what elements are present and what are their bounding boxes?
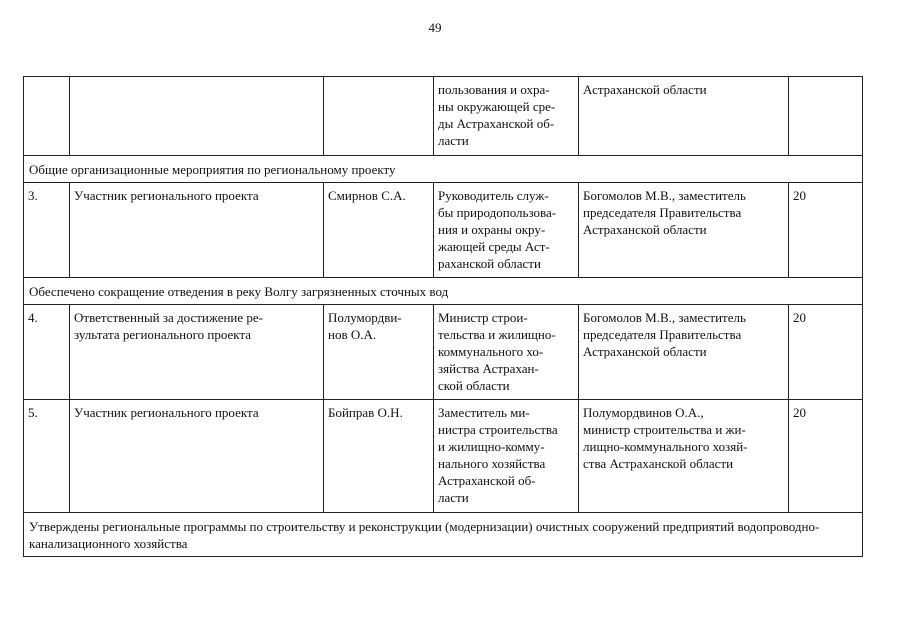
table-row <box>24 400 863 513</box>
cell-number: 3. <box>24 183 70 278</box>
cell-role: Ответственный за достижение ре- зультата регионального проекта <box>70 305 324 400</box>
cell-supervisor: Богомолов М.В., заместитель председателя Правительства Астраханской области <box>579 183 789 278</box>
cell-position: Руководитель служ- бы природопользова- ния и охраны окру- жающей среды Аст- раханской области <box>434 183 579 278</box>
section-title: Утверждены региональные программы по строительству и реконструкции (модернизации) очистных сооружений предприятий водопроводно-канализационного хозяйства <box>24 513 863 557</box>
cell-supervisor: Астраханской области <box>579 77 789 156</box>
cell-number: 4. <box>24 305 70 400</box>
section-row <box>24 513 863 557</box>
cell-supervisor: Богомолов М.В., заместитель председателя Правительства Астраханской области <box>579 305 789 400</box>
cell-supervisor: Полумордвинов О.А., министр строительства и жи- лищно-коммунального хозяй- ства Астраханской области <box>579 400 789 513</box>
section-title: Обеспечено сокращение отведения в реку Волгу загрязненных сточных вод <box>24 278 863 305</box>
cell-name <box>324 77 434 156</box>
cell-name: Бойправ О.Н. <box>324 400 434 513</box>
cell-role: Участник регионального проекта <box>70 183 324 278</box>
cell-workload <box>789 77 863 156</box>
cell-number <box>24 77 70 156</box>
cell-name: Полумордви- нов О.А. <box>324 305 434 400</box>
cell-workload: 20 <box>789 400 863 513</box>
cell-position: пользования и охра- ны окружающей сре- ды Астраханской об- ласти <box>434 77 579 156</box>
section-row <box>24 156 863 183</box>
section-title: Общие организационные мероприятия по региональному проекту <box>24 156 863 183</box>
cell-role: Участник регионального проекта <box>70 400 324 513</box>
cell-position: Министр строи- тельства и жилищно- коммунального хо- зяйства Астрахан- ской области <box>434 305 579 400</box>
responsibility-table <box>23 76 863 557</box>
cell-workload: 20 <box>789 305 863 400</box>
cell-workload: 20 <box>789 183 863 278</box>
cell-number: 5. <box>24 400 70 513</box>
section-row <box>24 278 863 305</box>
table-row <box>24 305 863 400</box>
page-number: 49 <box>428 20 442 35</box>
cell-role <box>70 77 324 156</box>
cell-name: Смирнов С.А. <box>324 183 434 278</box>
cell-position: Заместитель ми- нистра строительства и жилищно-комму- нального хозяйства Астраханской об- ласти <box>434 400 579 513</box>
table-row-continuation <box>24 77 863 156</box>
table-row <box>24 183 863 278</box>
